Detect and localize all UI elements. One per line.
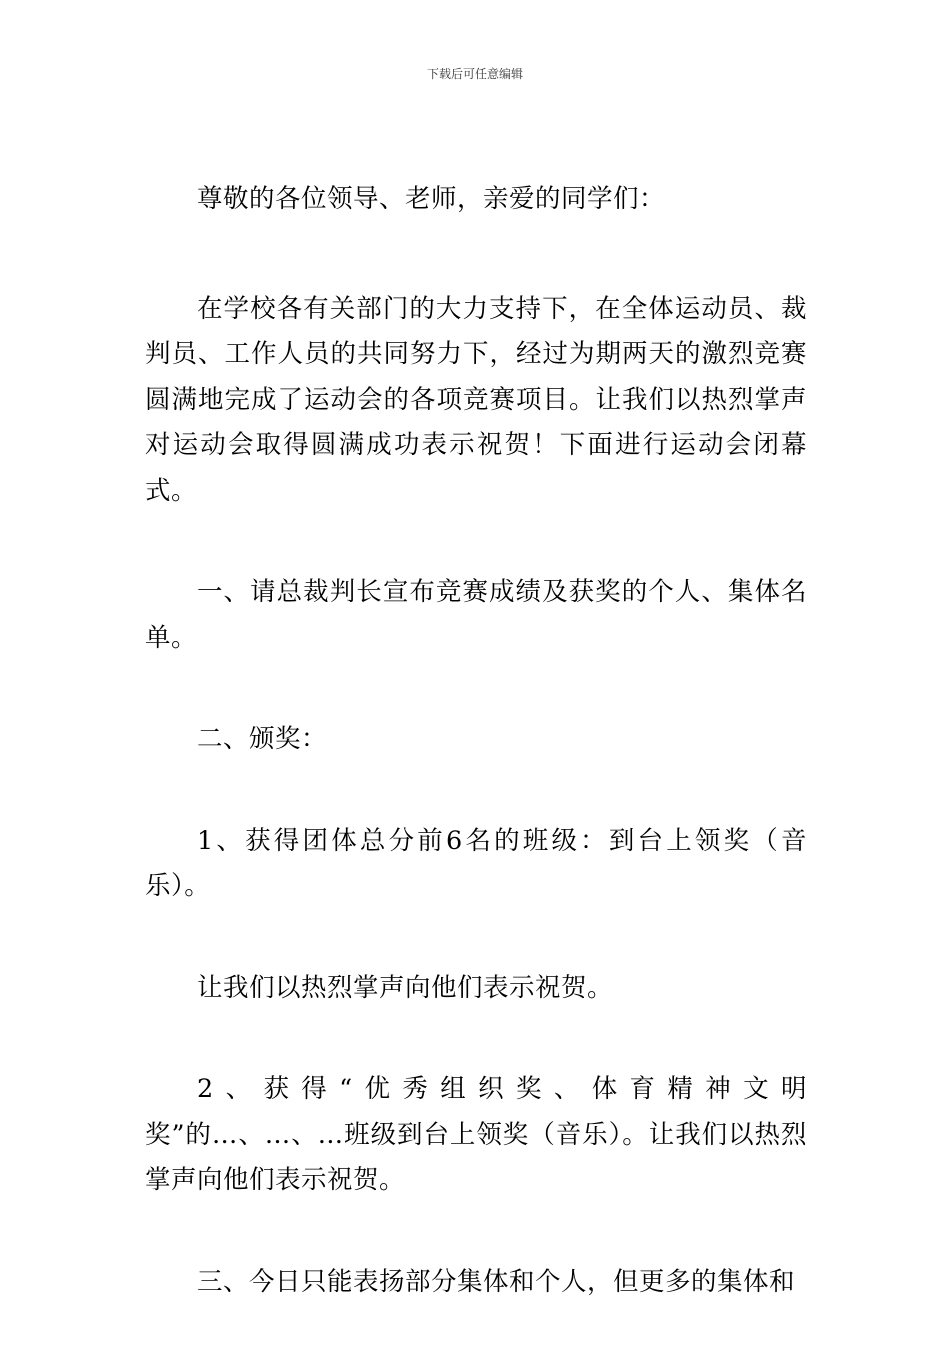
applause-paragraph: 让我们以热烈掌声向他们表示祝贺。 (197, 972, 614, 1003)
section-three-paragraph: 三、今日只能表扬部分集体和个人，但更多的集体和 (197, 1266, 796, 1297)
award-item-one: 1、获得团体总分前6名的班级：到台上领奖（音乐）。 (145, 825, 807, 901)
intro-paragraph: 在学校各有关部门的大力支持下，在全体运动员、裁判员、工作人员的共同努力下，经过为期两天的激烈竞赛圆满地完成了运动会的各项竞赛项目。让我们以热烈掌声对运动会取得圆满成功表示祝贺！下面进行运动会闭幕式。 (145, 293, 807, 506)
page-header-note: 下载后可任意编辑 (426, 67, 523, 81)
award-item-two: 2、获得“优秀组织奖、体育精神文明奖”的…、…、…班级到台上领奖（音乐）。让我们以热烈掌声向他们表示祝贺。 (145, 1074, 807, 1195)
section-two-heading: 二、颁奖： (197, 724, 328, 754)
salutation-paragraph: 尊敬的各位领导、老师，亲爱的同学们： (197, 184, 666, 214)
document-body (145, 177, 807, 1361)
section-one-paragraph: 一、请总裁判长宣布竞赛成绩及获奖的个人、集体名单。 (145, 577, 807, 653)
